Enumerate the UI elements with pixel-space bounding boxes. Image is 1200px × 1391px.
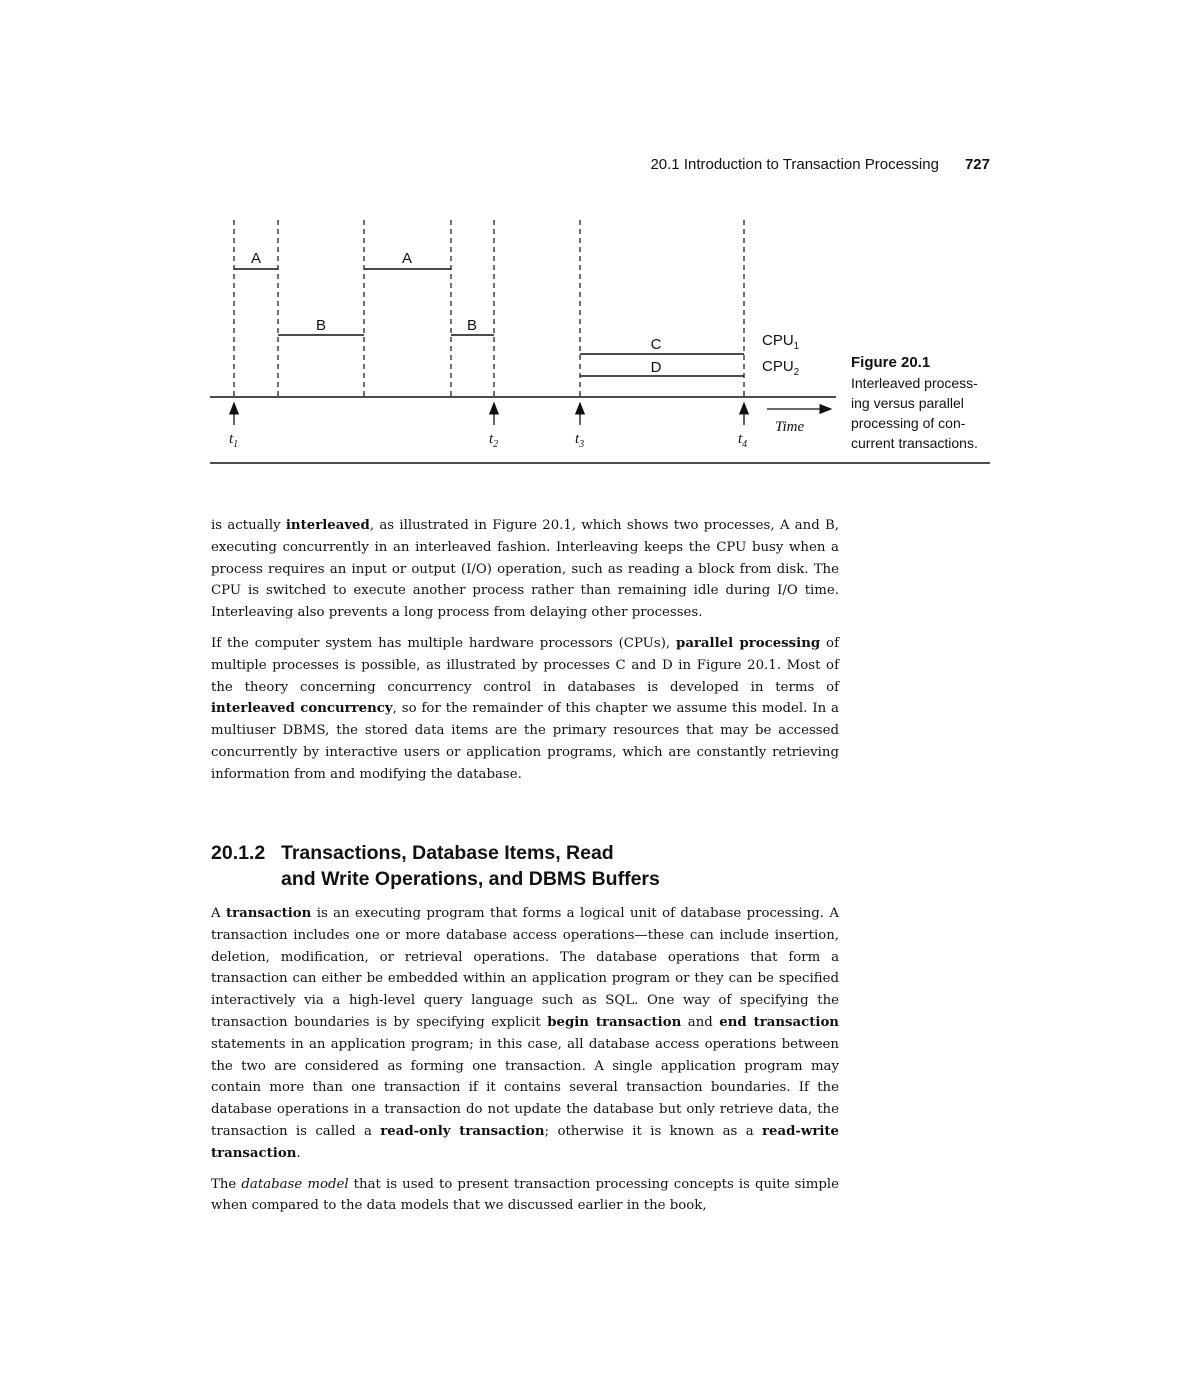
paragraph-database-model bbox=[211, 1174, 839, 1218]
process-d-label: D bbox=[650, 359, 662, 376]
t1-label bbox=[229, 431, 238, 450]
text-run: . bbox=[296, 1145, 301, 1161]
figure-caption-line: processing of con- bbox=[851, 415, 966, 431]
figure-caption-line: Interleaved process- bbox=[851, 375, 978, 391]
t3-label bbox=[575, 431, 584, 450]
t1-subscript: 1 bbox=[233, 439, 239, 450]
process-a-label: A bbox=[401, 250, 413, 267]
text-run: is actually bbox=[211, 518, 286, 533]
italic-term-database-model: database model bbox=[241, 1176, 349, 1192]
text-run: If the computer system has multiple hardware processors (CPUs), bbox=[211, 635, 677, 651]
text-run: of multiple processes is possible, as illustrated by processes C and D in Figure 20.1. Most of the theory concerning concurrency control in databases is developed in terms of bbox=[211, 635, 839, 695]
t2-subscript: 2 bbox=[493, 439, 499, 450]
t1-text: t bbox=[229, 431, 234, 447]
t3-text: t bbox=[575, 431, 580, 447]
text-run: and bbox=[681, 1014, 720, 1030]
bold-term-read-only-transaction: read-only transaction bbox=[380, 1123, 545, 1139]
text-run: that is used to present transaction processing concepts is quite simple when compared to the data models that we discussed earlier in the book, bbox=[211, 1176, 839, 1214]
cpu1-text: CPU bbox=[762, 332, 794, 349]
bold-term-read-write-transaction: read-write transaction bbox=[211, 1123, 840, 1161]
bold-term-transaction: transaction bbox=[225, 906, 312, 921]
process-a-label: A bbox=[250, 250, 262, 267]
bold-term-begin-transaction: begin transaction bbox=[547, 1014, 682, 1030]
process-b-label: B bbox=[315, 317, 327, 334]
section-title-line1: Transactions, Database Items, Read bbox=[281, 842, 614, 864]
t2-label bbox=[489, 431, 498, 450]
time-label: Time bbox=[775, 419, 805, 435]
bold-term-interleaved: interleaved bbox=[285, 518, 370, 533]
t4-subscript: 4 bbox=[742, 439, 748, 450]
t4-label bbox=[738, 431, 747, 450]
time-boundary-lines bbox=[234, 220, 744, 397]
section-title-line2: and Write Operations, and DBMS Buffers bbox=[281, 868, 660, 890]
interleaving-figure bbox=[0, 0, 1200, 480]
section-number: 20.1.2 bbox=[211, 842, 266, 864]
figure-caption-line: current transactions. bbox=[851, 435, 978, 451]
cpu2-text: CPU bbox=[762, 358, 794, 375]
text-run: , as illustrated in Figure 20.1, which shows two processes, A and B, executing concurrently in an interleaved fashion. Interleaving keeps the CPU busy when a process requires an input or output (I/O) operation, such as reading a block from disk. The CPU is switched to execute another process rather than remaining idle during I/O time. Interleaving also prevents a long process from delaying other processes. bbox=[211, 518, 839, 621]
t2-text: t bbox=[489, 431, 494, 447]
page-number: 727 bbox=[964, 156, 990, 173]
bold-term-parallel-processing: parallel processing bbox=[676, 635, 821, 651]
text-run: statements in an application program; in this case, all database access operations between the two are considered as forming one transaction. A single application program may contain more than one transaction if it contains several transaction boundaries. If the database operations in a transaction do not update the database but only retrieve data, the transaction is called a bbox=[211, 1036, 839, 1139]
bold-term-interleaved-concurrency: interleaved concurrency bbox=[211, 701, 393, 717]
text-run: is an executing program that forms a logical unit of database processing. A transaction includes one or more database access operations—these can include insertion, deletion, modification, or retrieval operations. The database operations that form a transaction can either be embedded within an application program or they can be specified interactively via a high-level query language such as SQL. One way of specifying the transaction boundaries is by specifying explicit bbox=[211, 906, 839, 1030]
text-run: The bbox=[211, 1176, 242, 1192]
cpu1-label bbox=[762, 332, 800, 352]
cpu1-subscript: 1 bbox=[793, 341, 800, 352]
process-b-label: B bbox=[466, 317, 478, 334]
t3-subscript: 3 bbox=[579, 439, 585, 450]
cpu2-subscript: 2 bbox=[793, 367, 800, 378]
process-bars bbox=[234, 269, 744, 376]
cpu2-label bbox=[762, 358, 800, 378]
figure-caption bbox=[851, 353, 1001, 453]
paragraph-interleaving bbox=[211, 515, 839, 624]
bold-term-end-transaction: end transaction bbox=[719, 1014, 839, 1030]
section-heading bbox=[211, 840, 851, 892]
body-text-lower bbox=[211, 903, 839, 1226]
header-section-title: 20.1 Introduction to Transaction Processing bbox=[650, 156, 939, 173]
t4-text: t bbox=[738, 431, 743, 447]
body-text-upper bbox=[211, 515, 839, 795]
paragraph-parallel-processing bbox=[211, 633, 839, 786]
figure-caption-title: Figure 20.1 bbox=[851, 354, 931, 371]
text-run: , so for the remainder of this chapter we assume this model. In a multiuser DBMS, the stored data items are the primary resources that may be accessed concurrently by interactive users or application programs, which are constantly retrieving information from and modifying the database. bbox=[211, 701, 839, 782]
paragraph-transaction-definition bbox=[211, 903, 839, 1165]
text-run: A bbox=[211, 906, 226, 921]
figure-caption-line: ing versus parallel bbox=[851, 395, 964, 411]
text-run: ; otherwise it is known as a bbox=[544, 1123, 762, 1139]
process-c-label: C bbox=[650, 336, 662, 353]
time-point-arrows bbox=[234, 403, 744, 425]
